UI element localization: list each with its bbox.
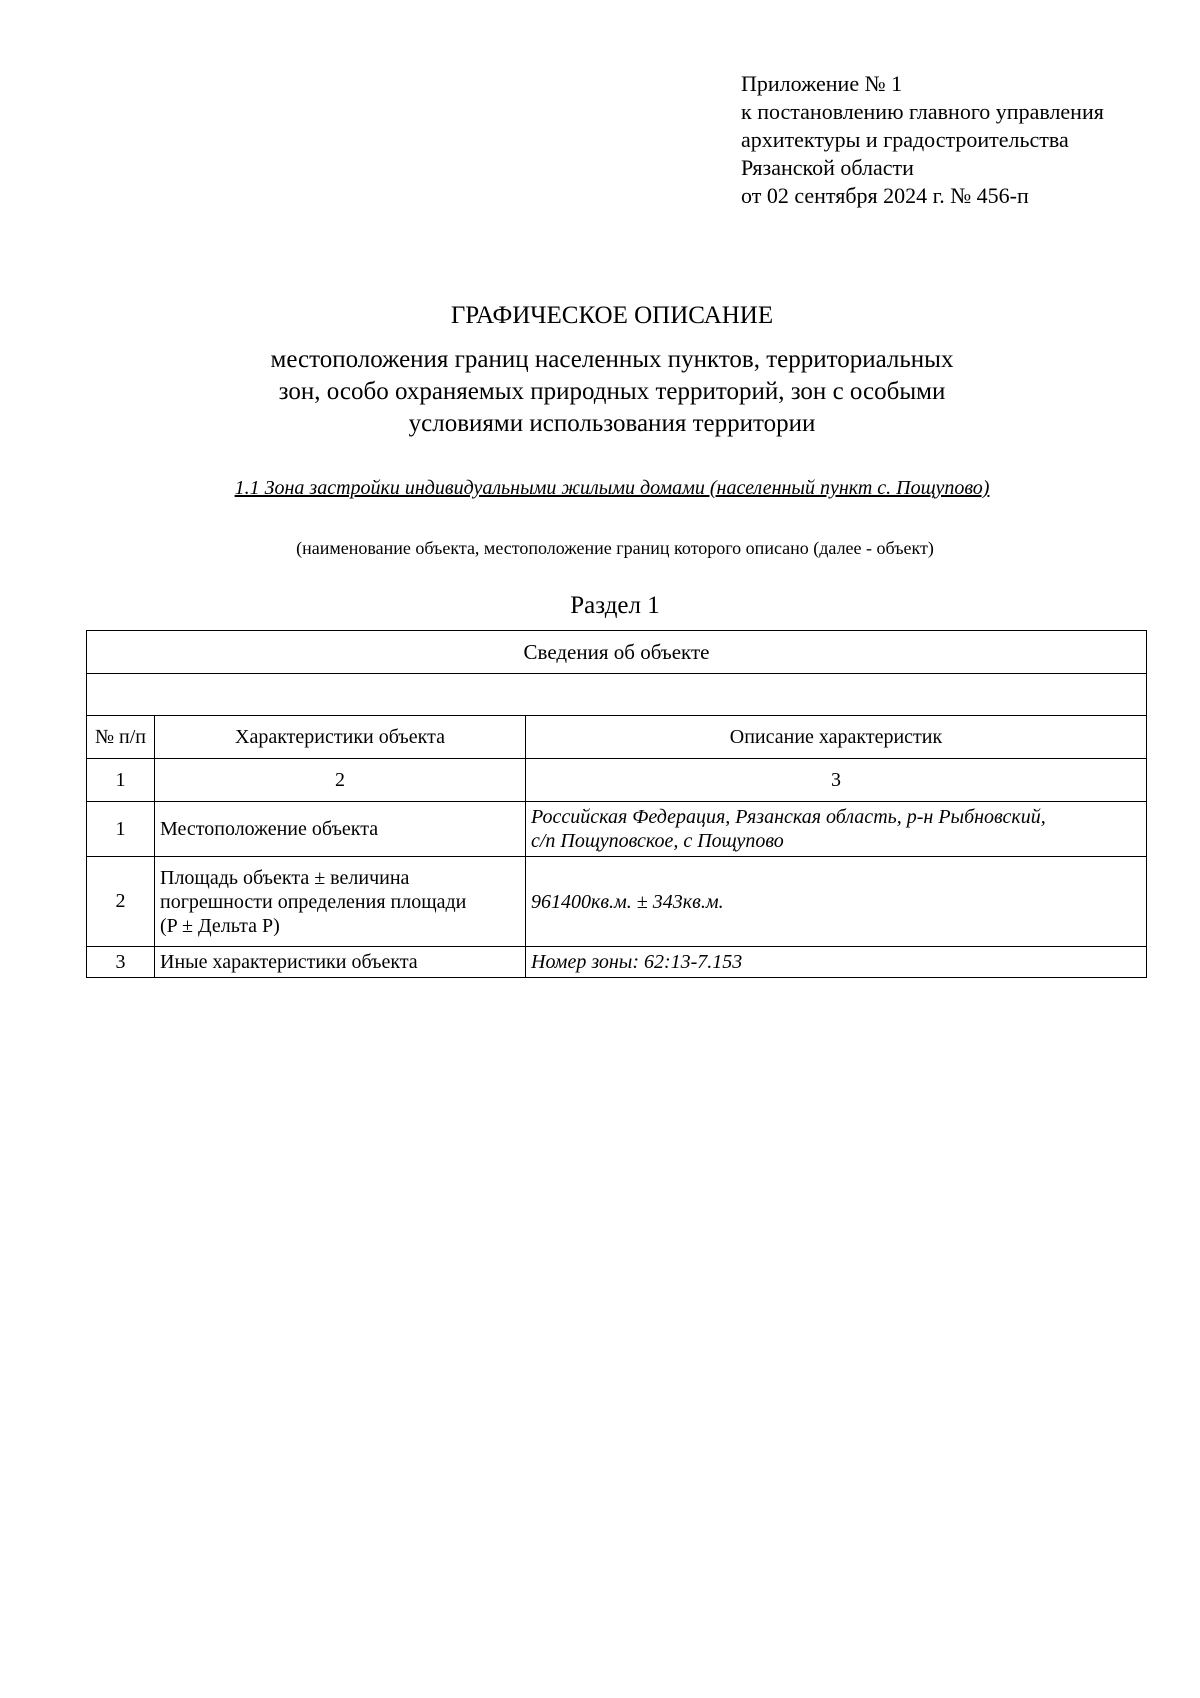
row-description: Номер зоны: 62:13-7.153 [526, 947, 1147, 978]
subtitle-line: местоположения границ населенных пунктов, территориальных [270, 346, 954, 373]
object-name: 1.1 Зона застройки индивидуальными жилыми домами (населенный пункт с. Пощупово) [234, 477, 990, 499]
row-description: 961400кв.м. ± 343кв.м. [526, 857, 1147, 947]
column-number: 3 [526, 759, 1147, 802]
subtitle-line: зон, особо охраняемых природных территорий, зон с особыми [278, 378, 946, 405]
appendix-block [741, 70, 1104, 210]
row-characteristic: Иные характеристики объекта [155, 947, 526, 978]
row-characteristic: Местоположение объекта [155, 802, 526, 857]
appendix-line: к постановлению главного управления [741, 99, 1104, 124]
characteristic-line: Площадь объекта ± величина [160, 866, 410, 889]
row-characteristic [155, 857, 526, 947]
description-line: Российская Федерация, Рязанская область, р-н Рыбновский, [531, 806, 1046, 828]
document-subtitle [0, 344, 1200, 440]
appendix-line: от 02 сентября 2024 г. № 456-п [741, 183, 1029, 208]
table-title: Сведения об объекте [87, 631, 1147, 674]
subtitle-line: условиями использования территории [408, 410, 816, 437]
row-description [526, 802, 1147, 857]
table-row [87, 802, 1147, 857]
row-number: 2 [87, 857, 155, 947]
table-empty-row [87, 674, 1147, 716]
document-title: ГРАФИЧЕСКОЕ ОПИСАНИЕ [450, 302, 774, 329]
header-characteristic: Характеристики объекта [155, 716, 526, 759]
header-num: № п/п [87, 716, 155, 759]
object-info-table [86, 630, 1147, 978]
table-empty-cell [87, 674, 1147, 716]
header-description: Описание характеристик [526, 716, 1147, 759]
table-row [87, 857, 1147, 947]
section-title: Раздел 1 [570, 592, 660, 619]
appendix-line: архитектуры и градостроительства [741, 127, 1069, 152]
row-number: 3 [87, 947, 155, 978]
characteristic-line: погрешности определения площади [160, 890, 467, 913]
object-caption: (наименование объекта, местоположение границ которого описано (далее - объект) [296, 538, 934, 558]
row-number: 1 [87, 802, 155, 857]
table-header-row [87, 716, 1147, 759]
appendix-line: Рязанской области [741, 155, 914, 180]
appendix-line: Приложение № 1 [741, 71, 903, 96]
characteristic-line: (P ± Дельта P) [160, 914, 280, 937]
description-line: с/п Пощуповское, с Пощупово [531, 830, 784, 852]
column-number: 2 [155, 759, 526, 802]
table-title-row [87, 631, 1147, 674]
column-number: 1 [87, 759, 155, 802]
table-row [87, 947, 1147, 978]
table-column-numbers-row [87, 759, 1147, 802]
